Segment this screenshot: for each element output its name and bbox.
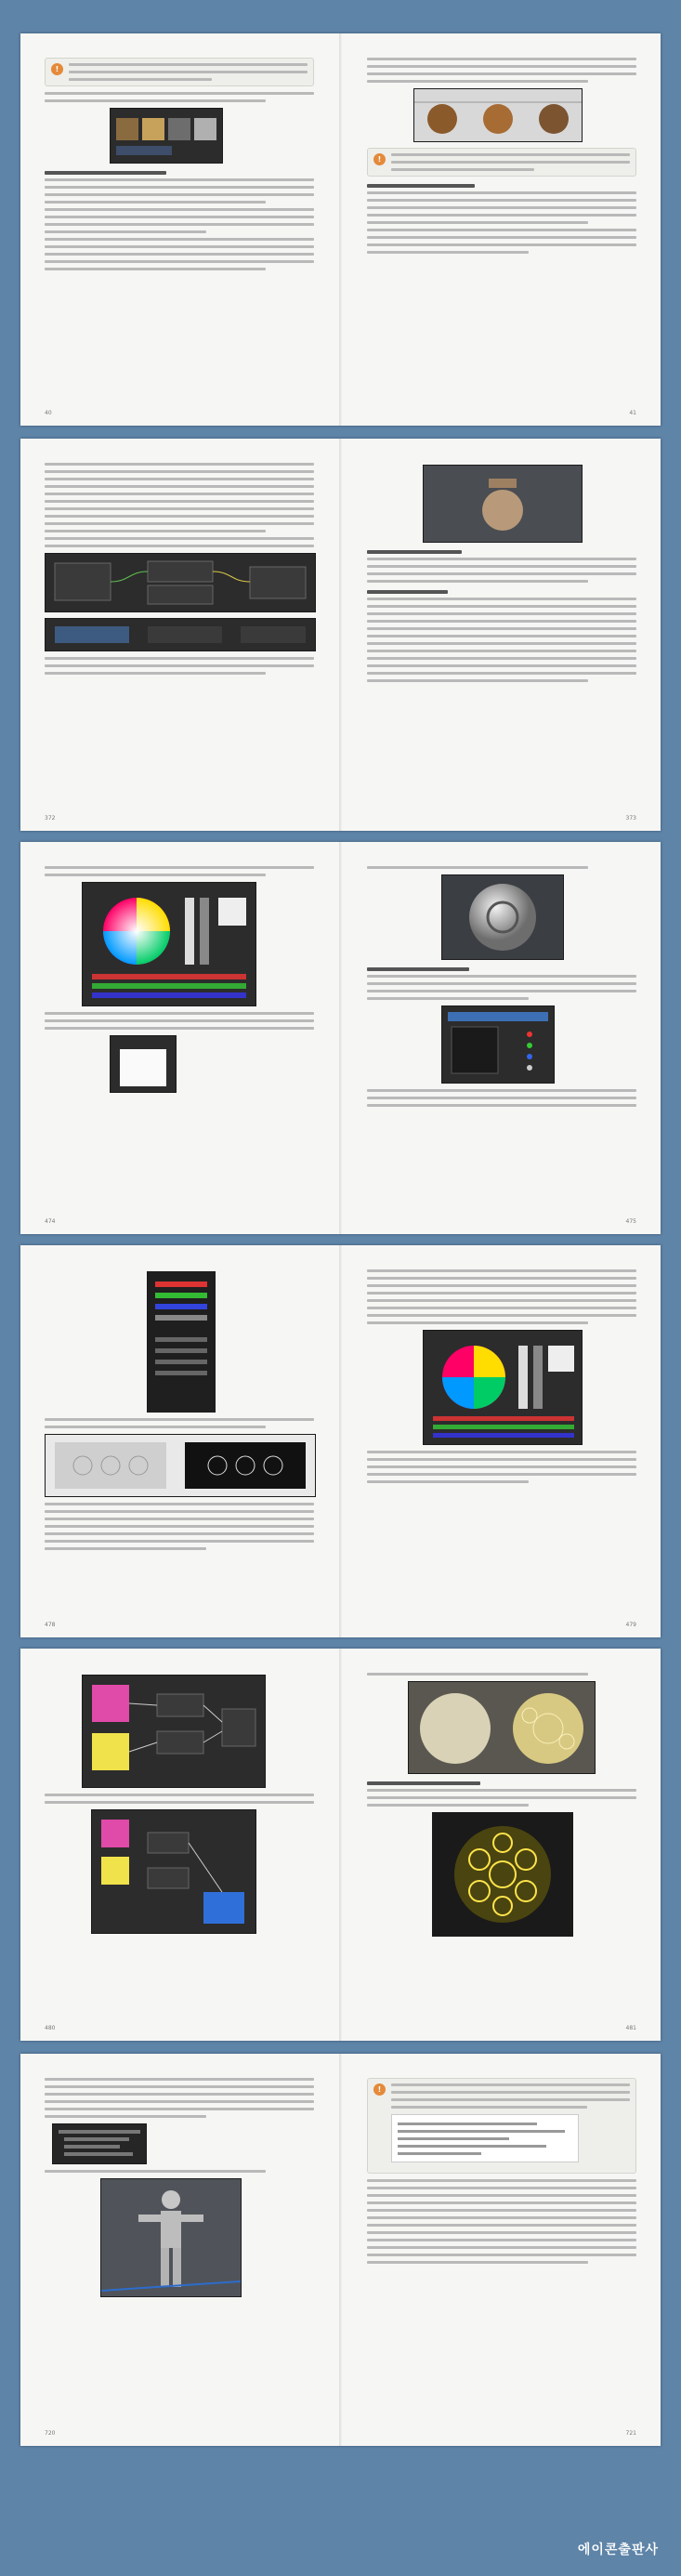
node-preview-screenshot <box>110 1035 177 1093</box>
right-page <box>343 1649 661 2041</box>
tree-list-icon <box>53 2124 146 2163</box>
thumbnail-strip-icon <box>111 109 222 163</box>
color-wheel-icon <box>424 1331 582 1444</box>
character-render-icon <box>424 466 582 542</box>
hex-pattern-icon <box>46 1435 315 1496</box>
book-spread-2 <box>20 439 661 831</box>
node-graph-screenshot <box>45 553 316 612</box>
node-graph-screenshot <box>82 1675 266 1788</box>
skeleton-tree-screenshot <box>52 2123 147 2164</box>
left-page <box>20 1245 338 1637</box>
page-number: 721 <box>625 2430 636 2437</box>
book-spread-4 <box>20 1245 661 1637</box>
material-graph-icon <box>92 1810 255 1933</box>
page-number: 481 <box>625 2025 636 2031</box>
book-spread-3 <box>20 842 661 1234</box>
code-snippet-screenshot <box>391 2114 579 2162</box>
mannequin-render <box>100 2178 242 2297</box>
page-number: 474 <box>45 1218 56 1225</box>
section-heading-bar <box>45 171 314 175</box>
page-number: 372 <box>45 815 56 821</box>
node-row-icon <box>46 619 315 651</box>
screenshot-figure <box>413 88 583 142</box>
page-number: 475 <box>625 1218 636 1225</box>
white-preview-icon <box>111 1036 176 1092</box>
sphere-diagram-icon <box>414 89 582 141</box>
sphere-comparison-render <box>408 1681 596 1774</box>
color-picker-screenshot <box>82 882 256 1006</box>
book-spread-6 <box>20 2054 661 2446</box>
right-page <box>343 33 661 426</box>
glowing-sphere-icon <box>433 1813 572 1936</box>
page-number: 40 <box>45 410 52 416</box>
material-graph-icon <box>83 1676 265 1787</box>
tip-callout <box>45 58 314 86</box>
book-spread-1 <box>20 33 661 426</box>
node-graph-icon <box>46 554 315 611</box>
render-screenshot <box>423 465 583 543</box>
page-number: 479 <box>625 1622 636 1628</box>
publisher-logo: 에이콘출판사 <box>577 2543 659 2557</box>
right-page <box>343 439 661 831</box>
texture-node-icon <box>442 1006 554 1083</box>
hex-pattern-screenshot <box>45 1434 316 1497</box>
node-graph-screenshot <box>45 618 316 651</box>
right-page <box>343 842 661 1234</box>
page-number: 41 <box>629 410 636 416</box>
metal-sphere-icon <box>442 875 563 959</box>
mannequin-icon <box>101 2179 241 2296</box>
color-wheel-icon <box>83 883 255 1005</box>
node-graph-screenshot <box>91 1809 256 1934</box>
info-icon: ! <box>373 2083 386 2096</box>
left-page <box>20 1649 338 2041</box>
texture-sample-screenshot <box>441 1005 555 1084</box>
code-lines-icon <box>392 2115 578 2162</box>
glowing-sphere-render <box>432 1812 573 1937</box>
left-page <box>20 842 338 1234</box>
right-page <box>343 1245 661 1637</box>
left-page <box>20 439 338 831</box>
color-picker-screenshot <box>423 1330 583 1445</box>
book-spread-5 <box>20 1649 661 2041</box>
channel-list-icon <box>148 1272 215 1412</box>
page-number: 480 <box>45 2025 56 2031</box>
info-icon: ! <box>373 153 386 165</box>
metal-sphere-render <box>441 874 564 960</box>
right-page <box>343 2054 661 2446</box>
hex-sphere-icon <box>409 1682 595 1773</box>
page-number: 373 <box>625 815 636 821</box>
tip-callout <box>367 148 636 177</box>
page-number: 478 <box>45 1622 56 1628</box>
info-icon: ! <box>51 63 63 75</box>
left-page <box>20 33 338 426</box>
screenshot-figure <box>110 108 223 164</box>
page-number: 720 <box>45 2430 56 2437</box>
left-page <box>20 2054 338 2446</box>
channel-menu-screenshot <box>147 1271 216 1413</box>
tip-callout <box>367 2078 636 2174</box>
